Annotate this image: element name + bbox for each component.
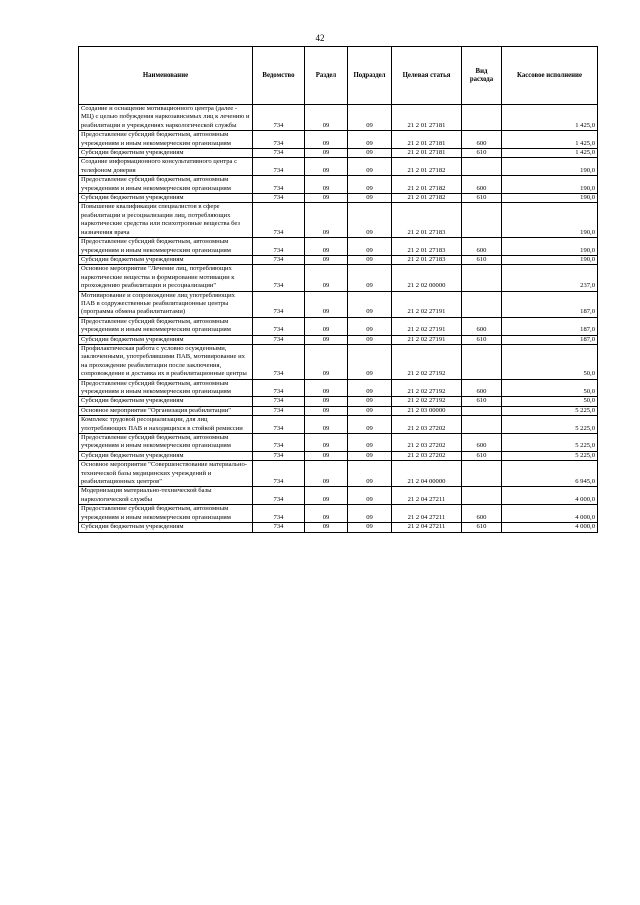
row-subsection: 09 [348, 461, 392, 487]
row-target: 21 2 04 27211 [392, 487, 462, 505]
row-section: 09 [305, 149, 348, 158]
row-cash: 50,0 [502, 344, 598, 379]
table-row [79, 105, 598, 131]
row-name: Основное мероприятие "Организация реабилитации" [79, 406, 253, 415]
row-cash: 50,0 [502, 397, 598, 406]
row-expense-type [462, 105, 502, 131]
row-section: 09 [305, 265, 348, 291]
row-expense-type: 600 [462, 176, 502, 194]
header-cash: Кассовое исполнение [502, 47, 598, 105]
row-expense-type [462, 416, 502, 434]
table-body [79, 105, 598, 533]
table-header-row [79, 47, 598, 105]
row-target: 21 2 02 27192 [392, 379, 462, 397]
row-cash: 190,0 [502, 194, 598, 203]
table-row [79, 131, 598, 149]
row-expense-type [462, 461, 502, 487]
row-expense-type: 600 [462, 379, 502, 397]
row-expense-type: 600 [462, 238, 502, 256]
row-subsection: 09 [348, 397, 392, 406]
table-row [79, 291, 598, 317]
row-ministry: 734 [253, 344, 305, 379]
row-name: Предоставление субсидий бюджетным, автономным учреждениям и иным некоммерческим организациям [79, 238, 253, 256]
row-expense-type [462, 487, 502, 505]
row-subsection: 09 [348, 451, 392, 460]
row-expense-type: 600 [462, 434, 502, 452]
row-expense-type [462, 265, 502, 291]
row-ministry: 734 [253, 203, 305, 238]
row-section: 09 [305, 105, 348, 131]
row-section: 09 [305, 203, 348, 238]
row-cash: 6 945,0 [502, 461, 598, 487]
row-ministry: 734 [253, 335, 305, 344]
row-expense-type [462, 344, 502, 379]
row-expense-type [462, 406, 502, 415]
row-target: 21 2 04 27211 [392, 505, 462, 523]
row-section: 09 [305, 158, 348, 176]
row-expense-type: 600 [462, 131, 502, 149]
header-name: Наименование [79, 47, 253, 105]
row-ministry: 734 [253, 176, 305, 194]
row-section: 09 [305, 379, 348, 397]
row-name: Модернизация материально-технической базы наркологической службы [79, 487, 253, 505]
row-expense-type: 610 [462, 523, 502, 532]
row-name: Субсидии бюджетным учреждениям [79, 523, 253, 532]
table-row [79, 397, 598, 406]
row-name: Субсидии бюджетным учреждениям [79, 335, 253, 344]
table-row [79, 406, 598, 415]
table-row [79, 379, 598, 397]
row-name: Предоставление субсидий бюджетным, автономным учреждениям и иным некоммерческим организациям [79, 317, 253, 335]
row-cash: 190,0 [502, 158, 598, 176]
row-name: Субсидии бюджетным учреждениям [79, 194, 253, 203]
row-expense-type: 610 [462, 335, 502, 344]
row-subsection: 09 [348, 158, 392, 176]
row-cash: 190,0 [502, 176, 598, 194]
row-section: 09 [305, 505, 348, 523]
row-ministry: 734 [253, 505, 305, 523]
header-ministry: Ведомство [253, 47, 305, 105]
table-row [79, 317, 598, 335]
row-subsection: 09 [348, 487, 392, 505]
row-target: 21 2 03 27202 [392, 451, 462, 460]
row-section: 09 [305, 461, 348, 487]
row-target: 21 2 04 27211 [392, 523, 462, 532]
row-ministry: 734 [253, 379, 305, 397]
row-target: 21 2 03 00000 [392, 406, 462, 415]
row-expense-type [462, 291, 502, 317]
budget-table [78, 46, 598, 533]
row-ministry: 734 [253, 265, 305, 291]
row-section: 09 [305, 523, 348, 532]
row-section: 09 [305, 406, 348, 415]
row-expense-type: 610 [462, 194, 502, 203]
table-row [79, 158, 598, 176]
row-cash: 5 225,0 [502, 416, 598, 434]
row-target: 21 2 01 27182 [392, 194, 462, 203]
row-expense-type: 600 [462, 317, 502, 335]
row-cash: 50,0 [502, 379, 598, 397]
row-section: 09 [305, 344, 348, 379]
table-row [79, 149, 598, 158]
row-section: 09 [305, 131, 348, 149]
table-row [79, 487, 598, 505]
row-cash: 5 225,0 [502, 434, 598, 452]
header-section: Раздел [305, 47, 348, 105]
page-number: 42 [315, 33, 325, 43]
header-expense-type: Вид расхода [462, 47, 502, 105]
row-section: 09 [305, 317, 348, 335]
row-ministry: 734 [253, 149, 305, 158]
row-ministry: 734 [253, 406, 305, 415]
row-ministry: 734 [253, 461, 305, 487]
row-target: 21 2 02 27192 [392, 344, 462, 379]
row-name: Предоставление субсидий бюджетным, автономным учреждениям и иным некоммерческим организациям [79, 379, 253, 397]
table-row [79, 176, 598, 194]
row-ministry: 734 [253, 434, 305, 452]
row-target: 21 2 01 27183 [392, 203, 462, 238]
row-ministry: 734 [253, 451, 305, 460]
row-name: Субсидии бюджетным учреждениям [79, 397, 253, 406]
row-name: Комплекс трудовой ресоциализации, для лиц употребляющих ПАВ и находящихся в стойкой ремиссии [79, 416, 253, 434]
row-subsection: 09 [348, 255, 392, 264]
row-name: Создание информационного консультативного центра с телефоном доверия [79, 158, 253, 176]
row-section: 09 [305, 176, 348, 194]
row-name: Повышение квалификации специалистов в сфере реабилитации и ресоциализации лиц, потребляющих наркотические средства или психотропные вещества без назначения врача [79, 203, 253, 238]
row-name: Предоставление субсидий бюджетным, автономным учреждениям и иным некоммерческим организациям [79, 505, 253, 523]
row-subsection: 09 [348, 149, 392, 158]
table-row [79, 344, 598, 379]
row-ministry: 734 [253, 291, 305, 317]
row-cash: 4 000,0 [502, 505, 598, 523]
row-subsection: 09 [348, 505, 392, 523]
table-row [79, 265, 598, 291]
row-name: Предоставление субсидий бюджетным, автономным учреждениям и иным некоммерческим организациям [79, 176, 253, 194]
row-subsection: 09 [348, 416, 392, 434]
row-expense-type [462, 158, 502, 176]
row-name: Предоставление субсидий бюджетным, автономным учреждениям и иным некоммерческим организациям [79, 131, 253, 149]
row-subsection: 09 [348, 105, 392, 131]
row-name: Субсидии бюджетным учреждениям [79, 451, 253, 460]
row-ministry: 734 [253, 194, 305, 203]
row-expense-type: 610 [462, 397, 502, 406]
row-target: 21 2 02 27191 [392, 317, 462, 335]
row-subsection: 09 [348, 379, 392, 397]
row-ministry: 734 [253, 131, 305, 149]
row-ministry: 734 [253, 416, 305, 434]
row-target: 21 2 01 27182 [392, 158, 462, 176]
row-cash: 1 425,0 [502, 149, 598, 158]
row-target: 21 2 01 27182 [392, 176, 462, 194]
header-target: Целевая статья [392, 47, 462, 105]
row-ministry: 734 [253, 238, 305, 256]
row-subsection: 09 [348, 434, 392, 452]
row-section: 09 [305, 434, 348, 452]
row-cash: 187,0 [502, 291, 598, 317]
row-subsection: 09 [348, 238, 392, 256]
row-cash: 190,0 [502, 255, 598, 264]
row-ministry: 734 [253, 317, 305, 335]
row-section: 09 [305, 487, 348, 505]
row-ministry: 734 [253, 487, 305, 505]
row-section: 09 [305, 451, 348, 460]
row-ministry: 734 [253, 105, 305, 131]
table-row [79, 434, 598, 452]
row-subsection: 09 [348, 176, 392, 194]
row-section: 09 [305, 255, 348, 264]
row-expense-type [462, 203, 502, 238]
row-subsection: 09 [348, 203, 392, 238]
row-subsection: 09 [348, 131, 392, 149]
row-name: Субсидии бюджетным учреждениям [79, 255, 253, 264]
row-target: 21 2 01 27181 [392, 149, 462, 158]
row-target: 21 2 01 27181 [392, 131, 462, 149]
row-target: 21 2 02 27191 [392, 291, 462, 317]
row-subsection: 09 [348, 291, 392, 317]
row-subsection: 09 [348, 265, 392, 291]
table-row [79, 203, 598, 238]
row-cash: 5 225,0 [502, 451, 598, 460]
row-section: 09 [305, 416, 348, 434]
row-target: 21 2 02 27192 [392, 397, 462, 406]
row-name: Предоставление субсидий бюджетным, автономным учреждениям и иным некоммерческим организациям [79, 434, 253, 452]
table-row [79, 523, 598, 532]
row-target: 21 2 01 27183 [392, 255, 462, 264]
row-cash: 187,0 [502, 335, 598, 344]
row-section: 09 [305, 194, 348, 203]
table-row [79, 255, 598, 264]
row-cash: 1 425,0 [502, 105, 598, 131]
row-subsection: 09 [348, 344, 392, 379]
row-target: 21 2 03 27202 [392, 416, 462, 434]
row-ministry: 734 [253, 255, 305, 264]
row-name: Основное мероприятие "Лечение лиц, потребляющих наркотические вещества и формирование мотивации к прохождению реабилитации и ресоциализации" [79, 265, 253, 291]
row-target: 21 2 03 27202 [392, 434, 462, 452]
row-expense-type: 610 [462, 149, 502, 158]
row-target: 21 2 04 00000 [392, 461, 462, 487]
row-cash: 1 425,0 [502, 131, 598, 149]
header-subsection: Подраздел [348, 47, 392, 105]
row-name: Основное мероприятие "Совершенствование материально-технической базы медицинских учреждений и реабилитационных центров" [79, 461, 253, 487]
table-row [79, 461, 598, 487]
row-subsection: 09 [348, 523, 392, 532]
row-target: 21 2 02 27191 [392, 335, 462, 344]
row-target: 21 2 02 00000 [392, 265, 462, 291]
table-row [79, 194, 598, 203]
row-name: Мотивирование и сопровождение лиц употребляющих ПАВ в содружественные реабилитационные центры (программа обмена реабилитантами) [79, 291, 253, 317]
row-cash: 5 225,0 [502, 406, 598, 415]
row-name: Профилактическая работа с условно осужденными, заключенными, употреблявшими ПАВ, мотивирование их на прохождение реабилитации после заключения, сопровождение и доставка их в реабилитационные центры [79, 344, 253, 379]
table-row [79, 238, 598, 256]
row-cash: 187,0 [502, 317, 598, 335]
row-subsection: 09 [348, 335, 392, 344]
row-cash: 190,0 [502, 238, 598, 256]
table-row [79, 451, 598, 460]
row-cash: 190,0 [502, 203, 598, 238]
row-cash: 4 000,0 [502, 487, 598, 505]
row-ministry: 734 [253, 397, 305, 406]
row-ministry: 734 [253, 523, 305, 532]
row-subsection: 09 [348, 406, 392, 415]
row-expense-type: 610 [462, 255, 502, 264]
row-section: 09 [305, 238, 348, 256]
row-cash: 237,0 [502, 265, 598, 291]
row-name: Субсидии бюджетным учреждениям [79, 149, 253, 158]
row-expense-type: 610 [462, 451, 502, 460]
row-name: Создание и оснащение мотивационного центра (далее - МЦ) с целью побуждения наркозависимых лиц к лечению и реабилитации в учреждениях наркологической службы [79, 105, 253, 131]
row-section: 09 [305, 397, 348, 406]
table-row [79, 335, 598, 344]
row-section: 09 [305, 335, 348, 344]
row-expense-type: 600 [462, 505, 502, 523]
row-target: 21 2 01 27181 [392, 105, 462, 131]
table-row [79, 505, 598, 523]
row-subsection: 09 [348, 317, 392, 335]
row-section: 09 [305, 291, 348, 317]
row-subsection: 09 [348, 194, 392, 203]
row-ministry: 734 [253, 158, 305, 176]
row-target: 21 2 01 27183 [392, 238, 462, 256]
table-row [79, 416, 598, 434]
row-cash: 4 000,0 [502, 523, 598, 532]
